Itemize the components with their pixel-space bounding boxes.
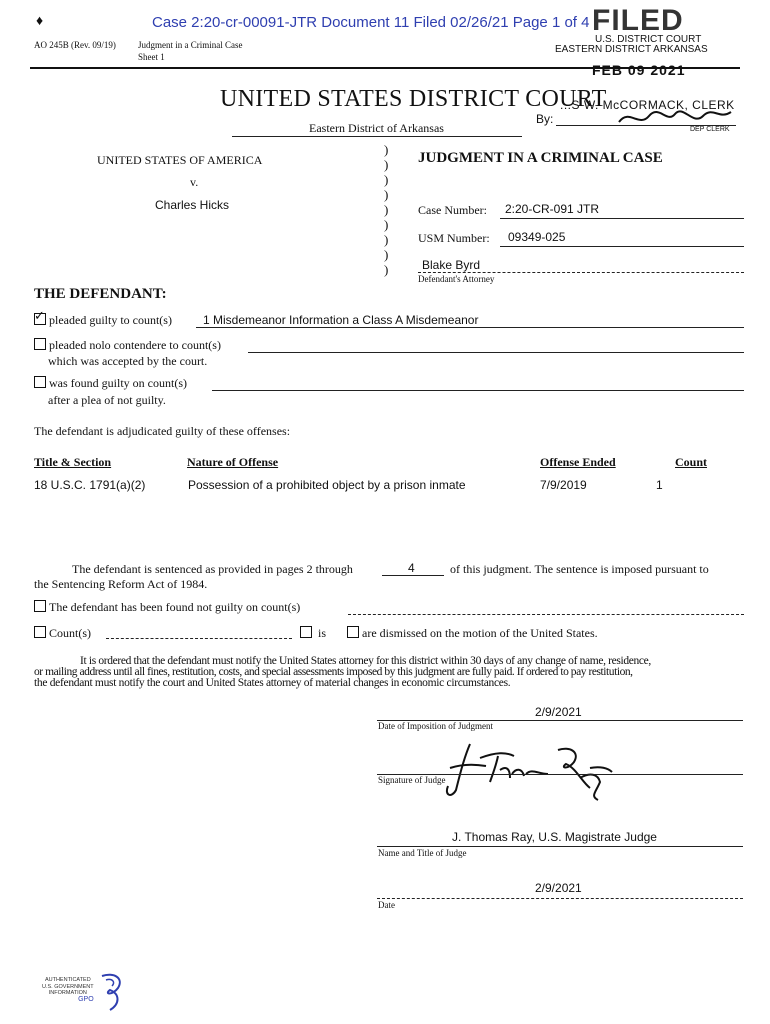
document-title: JUDGMENT IN A CRIMINAL CASE — [418, 150, 663, 166]
order-line-1: It is ordered that the defendant must notify the United States attorney for this district within 30 days of any change of name, residence, — [80, 655, 651, 667]
caption-parens: ) ) ) ) ) ) ) ) ) — [384, 142, 389, 277]
col-count: Count — [675, 455, 708, 469]
pages-rule — [382, 575, 444, 576]
case-number-label: Case Number: — [418, 203, 487, 217]
pleaded-guilty-checkbox[interactable] — [34, 313, 46, 325]
stamp-date: FEB 09 2021 — [592, 62, 686, 78]
found-guilty-sub: after a plea of not guilty. — [48, 393, 166, 407]
pleaded-guilty-row — [34, 313, 172, 328]
sentence-text-c: the Sentencing Reform Act of 1984. — [34, 577, 208, 591]
margin-mark: ♦ — [36, 14, 44, 29]
judge-name-rule — [377, 846, 743, 847]
date-rule — [377, 898, 743, 899]
col-offense-ended: Offense Ended — [540, 455, 616, 469]
stamp-by: By: — [536, 112, 554, 126]
attorney-rule — [418, 272, 744, 273]
not-guilty-row — [34, 600, 300, 615]
attorney-label: Defendant's Attorney — [418, 274, 495, 284]
nolo-label: pleaded nolo contendere to count(s) — [49, 338, 221, 352]
filed-stamp: FILED — [592, 4, 684, 37]
found-guilty-rule — [212, 390, 744, 391]
found-guilty-row — [34, 376, 187, 391]
is-row — [300, 626, 326, 641]
col-title-section: Title & Section — [34, 455, 112, 469]
stamp-district: EASTERN DISTRICT ARKANSAS — [555, 44, 708, 55]
gpo-line-1: AUTHENTICATED — [44, 977, 91, 983]
counts-row — [34, 626, 91, 641]
plaintiff-name: UNITED STATES OF AMERICA — [97, 153, 263, 167]
stamp-dep-clerk: DEP CLERK — [690, 126, 730, 133]
offense-count: 1 — [656, 478, 663, 492]
order-line-2: or mailing address until all fines, restitution, costs, and special assessments imposed by this judgment are fully paid. If ordered to pay restitution, — [34, 666, 633, 678]
form-title: Judgment in a Criminal Case — [138, 40, 243, 50]
judge-signature-icon — [440, 738, 620, 806]
are-label: are dismissed on the motion of the United States. — [362, 626, 598, 640]
not-guilty-label: The defendant has been found not guilty on count(s) — [49, 600, 301, 614]
usm-number: 09349-025 — [508, 230, 566, 244]
found-guilty-checkbox[interactable] — [34, 376, 46, 388]
versus: v. — [190, 175, 199, 189]
stamp-court: U.S. DISTRICT COURT — [595, 34, 702, 45]
pleaded-guilty-rule — [196, 327, 744, 328]
are-row — [347, 626, 598, 641]
case-number-rule — [500, 218, 744, 219]
gpo-line-4: GPO — [78, 995, 94, 1003]
col-nature: Nature of Offense — [187, 455, 279, 469]
nolo-checkbox[interactable] — [34, 338, 46, 350]
pleaded-guilty-label: pleaded guilty to count(s) — [49, 313, 172, 327]
sentence-text-b: of this judgment. The sentence is imposed pursuant to — [450, 562, 709, 576]
is-checkbox[interactable] — [300, 626, 312, 638]
stamp-clerk: ...S W. McCORMACK, CLERK — [560, 98, 735, 112]
counts-rule — [106, 638, 292, 639]
usm-label: USM Number: — [418, 231, 490, 245]
gpo-line-3: INFORMATION — [48, 990, 87, 996]
eagle-logo-icon — [96, 970, 128, 1012]
adjudicated-text: The defendant is adjudicated guilty of these offenses: — [34, 424, 291, 438]
nolo-sub: which was accepted by the court. — [48, 354, 208, 368]
attorney-name: Blake Byrd — [422, 258, 481, 272]
case-number: 2:20-CR-091 JTR — [505, 202, 600, 216]
found-guilty-label: was found guilty on count(s) — [49, 376, 187, 390]
gpo-seal — [42, 977, 94, 1003]
form-id: AO 245B (Rev. 09/19) — [34, 40, 116, 50]
imposition-date: 2/9/2021 — [535, 705, 582, 719]
sentence-pages: 4 — [408, 561, 415, 575]
nolo-row — [34, 338, 221, 353]
counts-label: Count(s) — [49, 626, 91, 640]
sheet-number: Sheet 1 — [138, 52, 165, 62]
date-label: Date — [378, 900, 395, 910]
imposition-label: Date of Imposition of Judgment — [378, 721, 493, 731]
not-guilty-rule — [348, 614, 744, 615]
nolo-rule — [248, 352, 744, 353]
usm-rule — [500, 246, 744, 247]
signed-date: 2/9/2021 — [535, 881, 582, 895]
are-checkbox[interactable] — [347, 626, 359, 638]
order-line-3: the defendant must notify the court and United States attorney of material changes in economic circumstances. — [34, 677, 511, 689]
gpo-line-2: U.S. GOVERNMENT — [42, 983, 94, 990]
signature-label: Signature of Judge — [378, 775, 446, 785]
offense-section: 18 U.S.C. 1791(a)(2) — [34, 478, 146, 492]
district-rule — [232, 136, 522, 137]
court-title: UNITED STATES DISTRICT COURT — [220, 86, 607, 112]
is-label: is — [318, 626, 327, 640]
counts-checkbox[interactable] — [34, 626, 46, 638]
judge-name: J. Thomas Ray, U.S. Magistrate Judge — [452, 830, 657, 844]
defendant-name: Charles Hicks — [155, 198, 230, 212]
pleaded-guilty-value: 1 Misdemeanor Information a Class A Misdemeanor — [203, 313, 479, 327]
not-guilty-checkbox[interactable] — [34, 600, 46, 612]
offense-nature: Possession of a prohibited object by a prison inmate — [188, 478, 466, 492]
judge-name-label: Name and Title of Judge — [378, 848, 467, 858]
case-header: Case 2:20-cr-00091-JTR Document 11 Filed 02/26/21 Page 1 of 4 — [152, 14, 590, 31]
court-district: Eastern District of Arkansas — [309, 121, 444, 135]
offense-ended: 7/9/2019 — [540, 478, 587, 492]
defendant-heading: THE DEFENDANT: — [34, 286, 167, 302]
sentence-text-a: The defendant is sentenced as provided in pages 2 through — [72, 562, 353, 576]
